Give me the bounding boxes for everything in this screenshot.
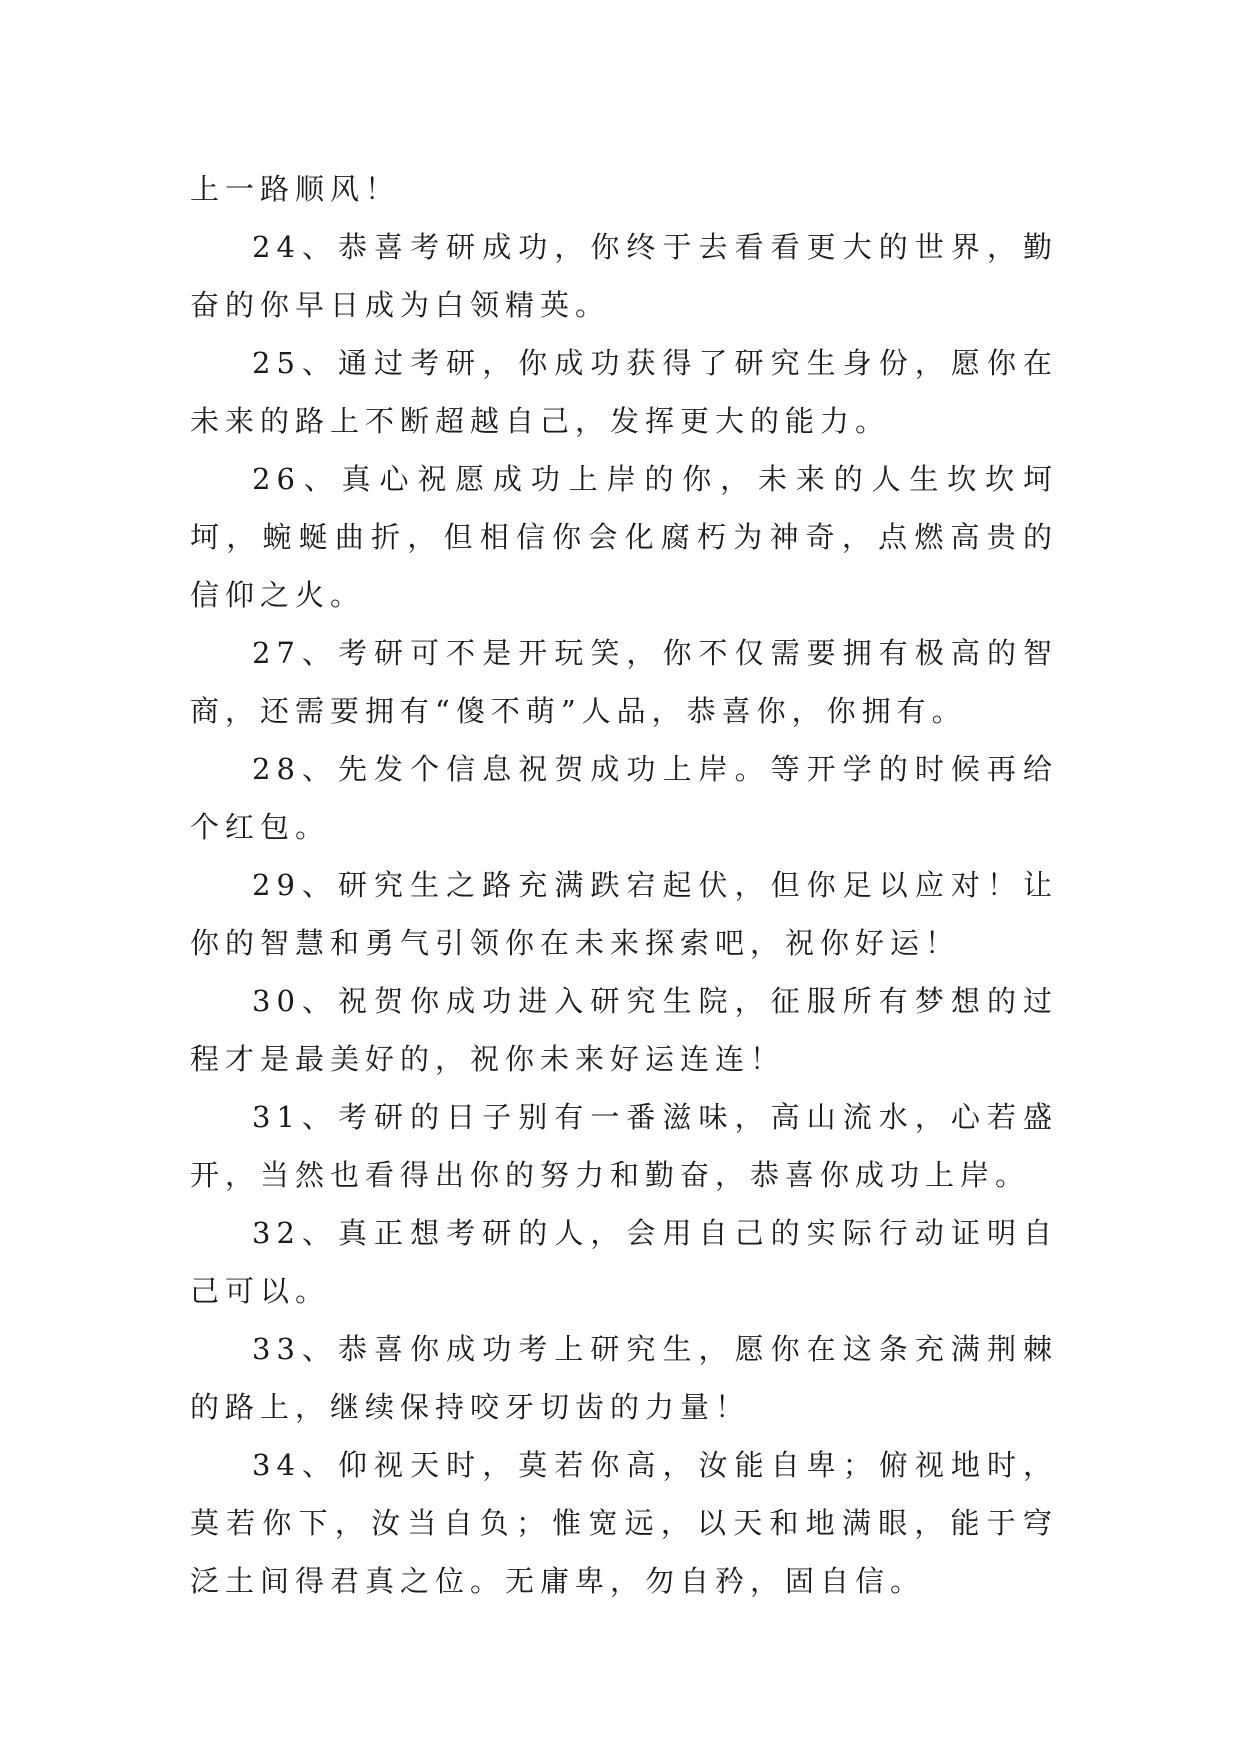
paragraph-28: 28、先发个信息祝贺成功上岸。等开学的时候再给个红包。 [190,752,1058,844]
document-body [190,160,1058,1610]
paragraph-32: 32、真正想考研的人，会用自己的实际行动证明自己可以。 [190,1216,1058,1308]
paragraph-34: 34、仰视天时，莫若你高，汝能自卑；俯视地时，莫若你下，汝当自负；惟宽远，以天和地满眼，能于穹泛土间得君真之位。无庸卑，勿自矜，固自信。 [190,1448,1058,1598]
paragraph-33: 33、恭喜你成功考上研究生，愿你在这条充满荆棘的路上，继续保持咬牙切齿的力量！ [190,1332,1058,1424]
paragraph-31: 31、考研的日子别有一番滋味，高山流水，心若盛开，当然也看得出你的努力和勤奋，恭喜你成功上岸。 [190,1100,1058,1192]
paragraph-30: 30、祝贺你成功进入研究生院，征服所有梦想的过程才是最美好的，祝你未来好运连连！ [190,984,1058,1076]
paragraph-24: 24、恭喜考研成功，你终于去看看更大的世界，勤奋的你早日成为白领精英。 [190,230,1058,322]
paragraph-29: 29、研究生之路充满跌宕起伏，但你足以应对！让你的智慧和勇气引领你在未来探索吧，祝你好运！ [190,868,1058,960]
paragraph-27: 27、考研可不是开玩笑，你不仅需要拥有极高的智商，还需要拥有“傻不萌”人品，恭喜你，你拥有。 [190,636,1058,728]
paragraph-continuation: 上一路顺风！ [190,172,401,206]
paragraph-26: 26、真心祝愿成功上岸的你，未来的人生坎坎坷坷，蜿蜒曲折，但相信你会化腐朽为神奇，点燃高贵的信仰之火。 [190,462,1058,612]
paragraph-25: 25、通过考研，你成功获得了研究生身份，愿你在未来的路上不断超越自己，发挥更大的能力。 [190,346,1058,438]
